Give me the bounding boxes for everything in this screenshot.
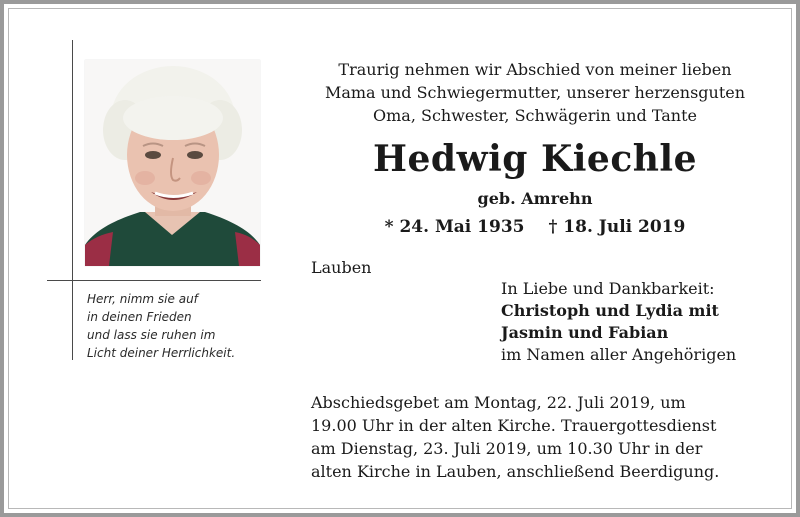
mourning-intro (300, 58, 770, 127)
intro-line: Traurig nehmen wir Abschied von meiner lieben (338, 60, 732, 79)
horizontal-rule (47, 280, 261, 281)
mourners-names: Jasmin und Fabian (501, 323, 669, 342)
service-line: am Dienstag, 23. Juli 2019, um 10.30 Uhr in der (311, 439, 703, 458)
place: Lauben (311, 258, 372, 277)
intro-line: Mama und Schwiegermutter, unserer herzensguten (324, 83, 746, 102)
intro-line: Oma, Schwester, Schwägerin und Tante (373, 106, 697, 125)
service-line: 19.00 Uhr in der alten Kirche. Trauergottesdienst (311, 416, 717, 435)
mourners-block (501, 278, 781, 366)
verse-line: Herr, nimm sie auf (87, 292, 198, 306)
verse-line: in deinen Frieden (87, 310, 192, 324)
mourners-names: Christoph und Lydia mit (501, 301, 719, 320)
bible-verse (87, 290, 267, 362)
verse-line: Licht deiner Herrlichkeit. (87, 346, 236, 360)
verse-line: und lass sie ruhen im (87, 328, 216, 342)
mourners-closing: im Namen aller Angehörigen (501, 345, 737, 364)
life-dates (300, 215, 770, 239)
death-date: † 18. Juli 2019 (548, 217, 686, 237)
mourners-intro: In Liebe und Dankbarkeit: (501, 279, 715, 298)
deceased-name: Hedwig Kiechle (372, 138, 697, 180)
vertical-rule (72, 40, 73, 360)
portrait-photo (85, 60, 260, 266)
service-line: Abschiedsgebet am Montag, 22. Juli 2019, um (311, 393, 686, 412)
service-details (311, 391, 781, 483)
birth-date: * 24. Mai 1935 (384, 217, 525, 237)
maiden-name: geb. Amrehn (477, 189, 593, 208)
service-line: alten Kirche in Lauben, anschließend Beerdigung. (311, 462, 720, 481)
